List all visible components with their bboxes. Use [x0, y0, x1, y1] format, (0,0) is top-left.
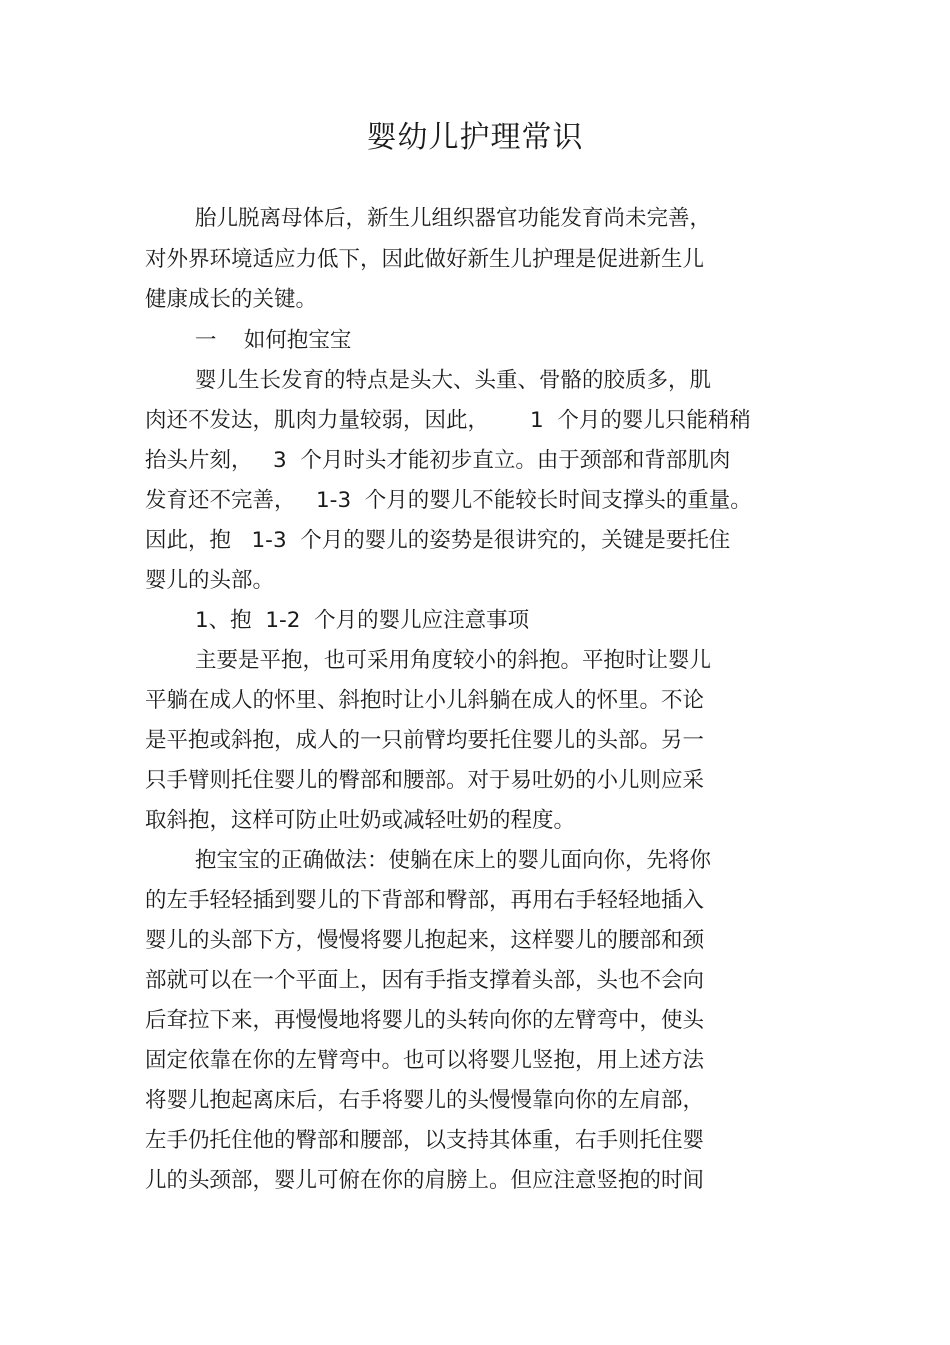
document-title: 婴幼儿护理常识 — [366, 120, 584, 155]
text-line: 的左手轻轻插到婴儿的下背部和臀部，再用右手轻轻地插入 — [145, 888, 705, 913]
text-line: 对外界环境适应力低下，因此做好新生儿护理是促进新生儿 — [145, 247, 705, 272]
text-line: 左手仍托住他的臀部和腰部，以支持其体重，右手则托住婴 — [145, 1128, 705, 1153]
text-line: 儿的头颈部，婴儿可俯在你的肩膀上。但应注意竖抱的时间 — [145, 1168, 705, 1193]
text-line: 婴儿的头部。 — [145, 568, 275, 593]
text-line: 婴儿生长发育的特点是头大、头重、骨骼的胶质多，肌 — [195, 368, 712, 393]
subsection-heading: 1、抱 1-2 个月的婴儿应注意事项 — [195, 608, 530, 633]
text-line: 将婴儿抱起离床后，右手将婴儿的头慢慢靠向你的左肩部， — [145, 1088, 705, 1113]
text-line: 胎儿脱离母体后，新生儿组织器官功能发育尚未完善， — [195, 206, 712, 231]
text-line: 健康成长的关键。 — [145, 287, 318, 312]
text-line: 固定依靠在你的左臂弯中。也可以将婴儿竖抱，用上述方法 — [145, 1048, 705, 1073]
text-line: 肉还不发达，肌肉力量较弱，因此， 1 个月的婴儿只能稍稍 — [145, 408, 751, 433]
text-line: 因此，抱 1-3 个月的婴儿的姿势是很讲究的，关键是要托住 — [145, 528, 731, 553]
text-line: 婴儿的头部下方，慢慢将婴儿抱起来，这样婴儿的腰部和颈 — [145, 928, 705, 953]
text-line: 发育还不完善， 1-3 个月的婴儿不能较长时间支撑头的重量。 — [145, 488, 752, 513]
text-line: 取斜抱，这样可防止吐奶或减轻吐奶的程度。 — [145, 808, 576, 833]
text-line: 是平抱或斜抱，成人的一只前臂均要托住婴儿的头部。另一 — [145, 728, 705, 753]
text-line: 抬头片刻， 3 个月时头才能初步直立。由于颈部和背部肌肉 — [145, 448, 731, 473]
text-line: 部就可以在一个平面上，因有手指支撑着头部，头也不会向 — [145, 968, 705, 993]
text-line: 后耷拉下来，再慢慢地将婴儿的头转向你的左臂弯中，使头 — [145, 1008, 705, 1033]
text-line: 只手臂则托住婴儿的臀部和腰部。对于易吐奶的小儿则应采 — [145, 768, 705, 793]
text-line: 抱宝宝的正确做法：使躺在床上的婴儿面向你，先将你 — [195, 848, 712, 873]
text-line: 平躺在成人的怀里、斜抱时让小儿斜躺在成人的怀里。不论 — [145, 688, 705, 713]
section-heading: 一 如何抱宝宝 — [195, 328, 352, 353]
text-line: 主要是平抱，也可采用角度较小的斜抱。平抱时让婴儿 — [195, 648, 712, 673]
